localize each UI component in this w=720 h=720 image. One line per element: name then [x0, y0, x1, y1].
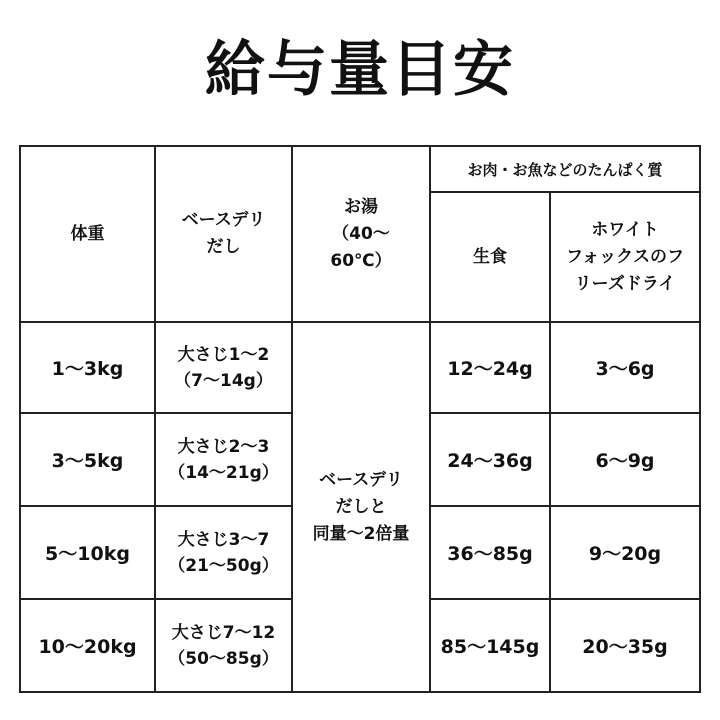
- header-protein-label: お肉・お魚などのたんぱく質: [467, 160, 663, 179]
- raw-value: 12〜24g: [447, 358, 533, 380]
- table-row-3-raw: [431, 507, 549, 598]
- header-freeze-dried: [551, 193, 699, 321]
- water-amount-cell: [293, 323, 429, 691]
- header-fd-line1: ホワイト: [591, 219, 659, 240]
- freeze-dried-value: 3〜6g: [595, 358, 655, 380]
- table-row-3-freeze-dried: [551, 507, 699, 598]
- header-fd-line3: リーズドライ: [574, 273, 676, 294]
- raw-value: 36〜85g: [447, 543, 533, 565]
- freeze-dried-value: 9〜20g: [588, 543, 662, 565]
- base-grams-value: （14〜21g）: [168, 462, 279, 483]
- freeze-dried-value: 6〜9g: [595, 450, 655, 472]
- header-water-line3: 60℃）: [330, 250, 392, 271]
- table-row-1-freeze-dried: [551, 323, 699, 412]
- weight-value: 3〜5kg: [51, 450, 124, 472]
- base-spoon-value: 大さじ7〜12: [171, 622, 276, 643]
- weight-value: 5〜10kg: [45, 543, 130, 565]
- raw-value: 24〜36g: [447, 450, 533, 472]
- table-row-1-base: [156, 323, 291, 412]
- water-amount-line1: ベースデリ: [319, 469, 403, 490]
- base-grams-value: （50〜85g）: [168, 648, 279, 669]
- header-hot-water: [293, 147, 429, 321]
- header-fd-line2: フォックスのフ: [566, 246, 684, 267]
- table-row-1-raw: [431, 323, 549, 412]
- base-grams-value: （7〜14g）: [174, 370, 273, 391]
- base-spoon-value: 大さじ2〜3: [177, 436, 270, 457]
- header-weight-label: 体重: [70, 223, 105, 244]
- table-row-2-base: [156, 414, 291, 505]
- table-row-2-raw: [431, 414, 549, 505]
- table-border-right: [699, 145, 701, 693]
- weight-value: 1〜3kg: [51, 358, 124, 380]
- header-water-line2: （40〜: [332, 223, 390, 244]
- table-border-bottom: [19, 691, 701, 693]
- base-grams-value: （21〜50g）: [168, 555, 279, 576]
- table-row-4-base: [156, 600, 291, 691]
- water-amount-line3: 同量〜2倍量: [312, 523, 410, 544]
- header-raw-label: 生食: [473, 246, 507, 267]
- table-row-3-base: [156, 507, 291, 598]
- header-base-line2: だし: [206, 237, 241, 257]
- raw-value: 85〜145g: [440, 636, 540, 658]
- header-water-line1: お湯: [344, 196, 378, 217]
- table-row-3-weight: [21, 507, 154, 598]
- table-row-2-weight: [21, 414, 154, 505]
- page-title: 給与量目安: [205, 35, 515, 105]
- header-weight: [21, 147, 154, 321]
- header-base-deli: [156, 147, 291, 321]
- freeze-dried-value: 20〜35g: [582, 636, 668, 658]
- table-row-4-weight: [21, 600, 154, 691]
- header-protein-group: [431, 147, 699, 191]
- table-row-2-freeze-dried: [551, 414, 699, 505]
- table-row-4-freeze-dried: [551, 600, 699, 691]
- base-spoon-value: 大さじ3〜7: [177, 529, 270, 550]
- header-base-line1: ベースデリ: [181, 210, 266, 230]
- weight-value: 10〜20kg: [38, 636, 137, 658]
- table-row-4-raw: [431, 600, 549, 691]
- water-amount-line2: だしと: [335, 496, 387, 517]
- table-row-1-weight: [21, 323, 154, 412]
- header-raw: [431, 193, 549, 321]
- base-spoon-value: 大さじ1〜2: [177, 344, 270, 365]
